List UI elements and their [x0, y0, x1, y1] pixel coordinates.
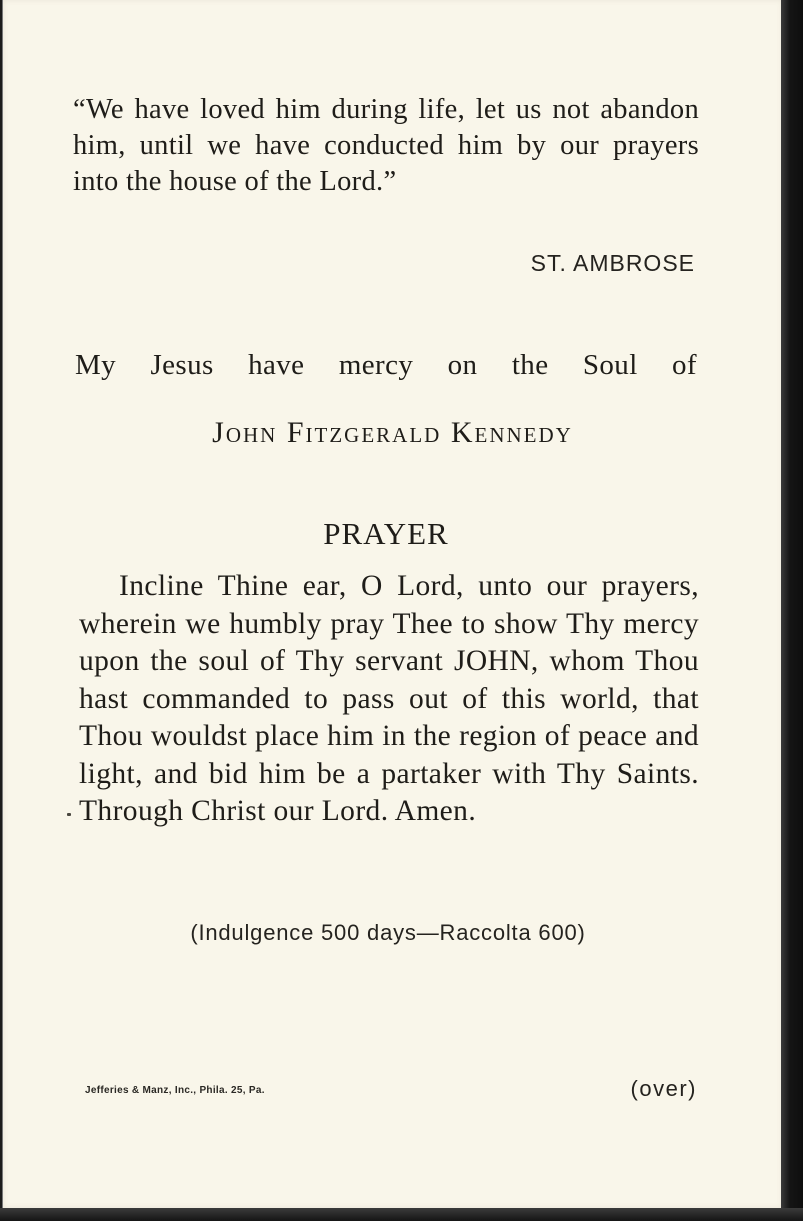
deceased-name: John Fitzgerald Kennedy [212, 416, 573, 449]
card-shadow-right [781, 0, 803, 1221]
quote-text: “We have loved him during life, let us not abandon him, until we have conducted him by our prayers into the house of the Lord.” [73, 94, 699, 197]
card-shadow-bottom [0, 1208, 803, 1221]
mercy-line: My Jesus have mercy on the Soul of [75, 349, 697, 381]
ink-speck [67, 813, 71, 816]
prayer-title: PRAYER [323, 516, 449, 551]
indulgence-note: (Indulgence 500 days—Raccolta 600) [190, 920, 586, 945]
quote-attribution: ST. AMBROSE [530, 250, 695, 276]
over-note: (over) [630, 1076, 697, 1101]
memorial-card [2, 0, 782, 1208]
printer-imprint: Jefferies & Manz, Inc., Phila. 25, Pa. [85, 1085, 265, 1096]
prayer-text: Incline Thine ear, O Lord, unto our prayers, wherein we humbly pray Thee to show Thy mercy upon the soul of Thy servant JOHN, whom Thou hast commanded to pass out of this world, that Thou wouldst place him in the region of peace and light, and bid him be a partaker with Thy Saints. Through Christ our Lord. Amen. [79, 570, 699, 827]
